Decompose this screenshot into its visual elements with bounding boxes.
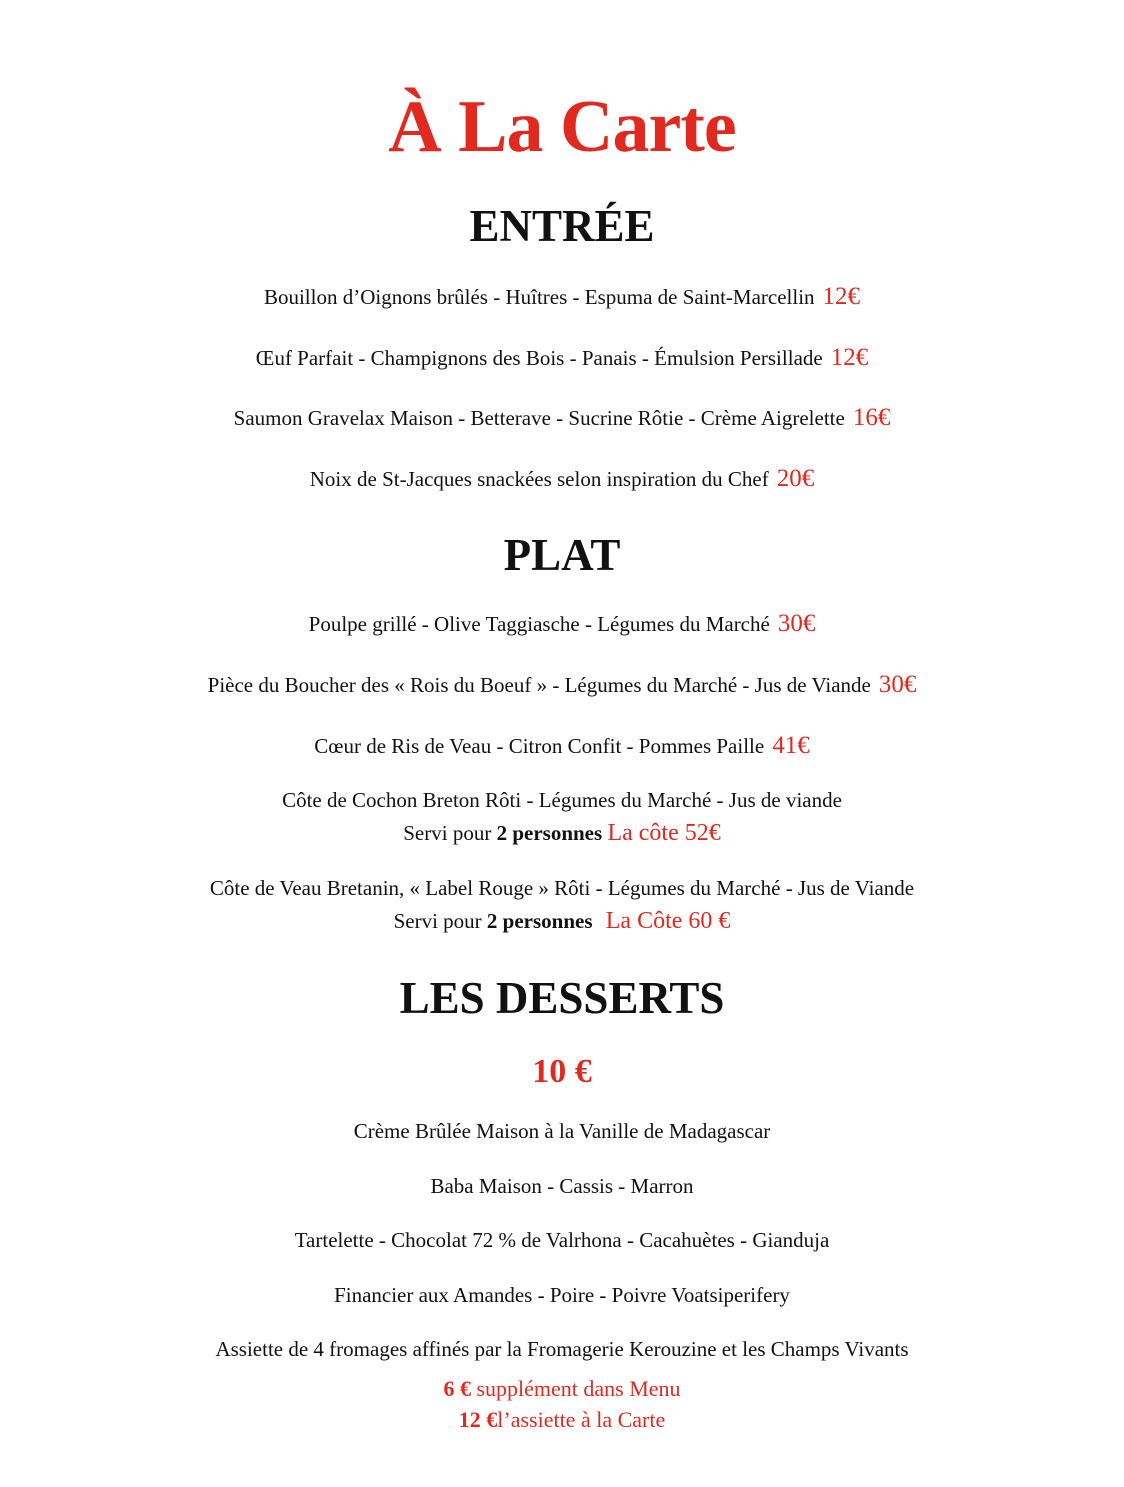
menu-item — [0, 670, 1124, 700]
menu-item — [0, 464, 1124, 494]
list-item: Tartelette - Chocolat 72 % de Valrhona - Cacahuètes - Gianduja — [294, 1228, 830, 1252]
menu-item — [0, 343, 1124, 373]
served-prefix: Servi pour — [393, 909, 482, 934]
item-price: 30€ — [878, 671, 917, 698]
supplement-text: supplément dans Menu — [476, 1376, 681, 1401]
item-description: Cœur de Ris de Veau - Citron Confit - Pommes Paille — [314, 734, 765, 758]
item-description: Bouillon d’Oignons brûlés - Huîtres - Espuma de Saint-Marcellin — [263, 285, 815, 309]
item-price: 12€ — [830, 344, 869, 371]
menu-item — [0, 403, 1124, 433]
cheese-price-alacarte — [0, 1407, 1124, 1433]
item-description: Côte de Cochon Breton Rôti - Légumes du Marché - Jus de viande — [282, 788, 842, 812]
served-prefix: Servi pour — [403, 821, 492, 846]
list-item: Assiette de 4 fromages affinés par la Fromagerie Kerouzine et les Champs Vivants — [215, 1337, 909, 1361]
section-heading-desserts: LES DESSERTS — [399, 973, 725, 1023]
item-price: La Côte 60 € — [605, 908, 731, 935]
served-count: 2 personnes — [496, 821, 603, 846]
desserts-price: 10 € — [532, 1053, 592, 1090]
list-item: Financier aux Amandes - Poire - Poivre Voatsiperifery — [334, 1283, 790, 1307]
page-title: À La Carte — [388, 86, 736, 168]
menu-item-shared — [0, 876, 1124, 936]
list-item: Baba Maison - Cassis - Marron — [430, 1174, 694, 1198]
section-heading-entree: ENTRÉE — [469, 201, 655, 251]
menu-item — [0, 731, 1124, 761]
menu-item — [0, 609, 1124, 639]
menu-item — [0, 282, 1124, 312]
menu-item-shared — [0, 788, 1124, 848]
served-for-line — [0, 819, 1124, 848]
alacarte-text: l’assiette à la Carte — [497, 1407, 666, 1432]
item-price: La côte 52€ — [607, 820, 721, 847]
cheese-supplement-menu — [0, 1376, 1124, 1402]
item-price: 20€ — [776, 465, 815, 492]
item-description: Pièce du Boucher des « Rois du Boeuf » - Légumes du Marché - Jus de Viande — [207, 673, 871, 697]
served-for-line — [0, 907, 1124, 936]
item-description: Œuf Parfait - Champignons des Bois - Panais - Émulsion Persillade — [255, 346, 823, 370]
alacarte-amount: 12 € — [458, 1407, 498, 1432]
item-description: Saumon Gravelax Maison - Betterave - Sucrine Rôtie - Crème Aigrelette — [233, 406, 845, 430]
item-description: Côte de Veau Bretanin, « Label Rouge » Rôti - Légumes du Marché - Jus de Viande — [209, 876, 915, 900]
item-price: 30€ — [777, 610, 816, 637]
item-description: Poulpe grillé - Olive Taggiasche - Légumes du Marché — [308, 612, 770, 636]
supplement-amount: 6 € — [443, 1376, 471, 1401]
item-price: 12€ — [822, 283, 861, 310]
section-heading-plat: PLAT — [503, 530, 621, 580]
item-description: Noix de St-Jacques snackées selon inspiration du Chef — [309, 467, 769, 491]
served-count: 2 personnes — [486, 909, 593, 934]
list-item: Crème Brûlée Maison à la Vanille de Madagascar — [353, 1119, 771, 1143]
item-price: 16€ — [852, 404, 891, 431]
item-price: 41€ — [772, 732, 810, 759]
